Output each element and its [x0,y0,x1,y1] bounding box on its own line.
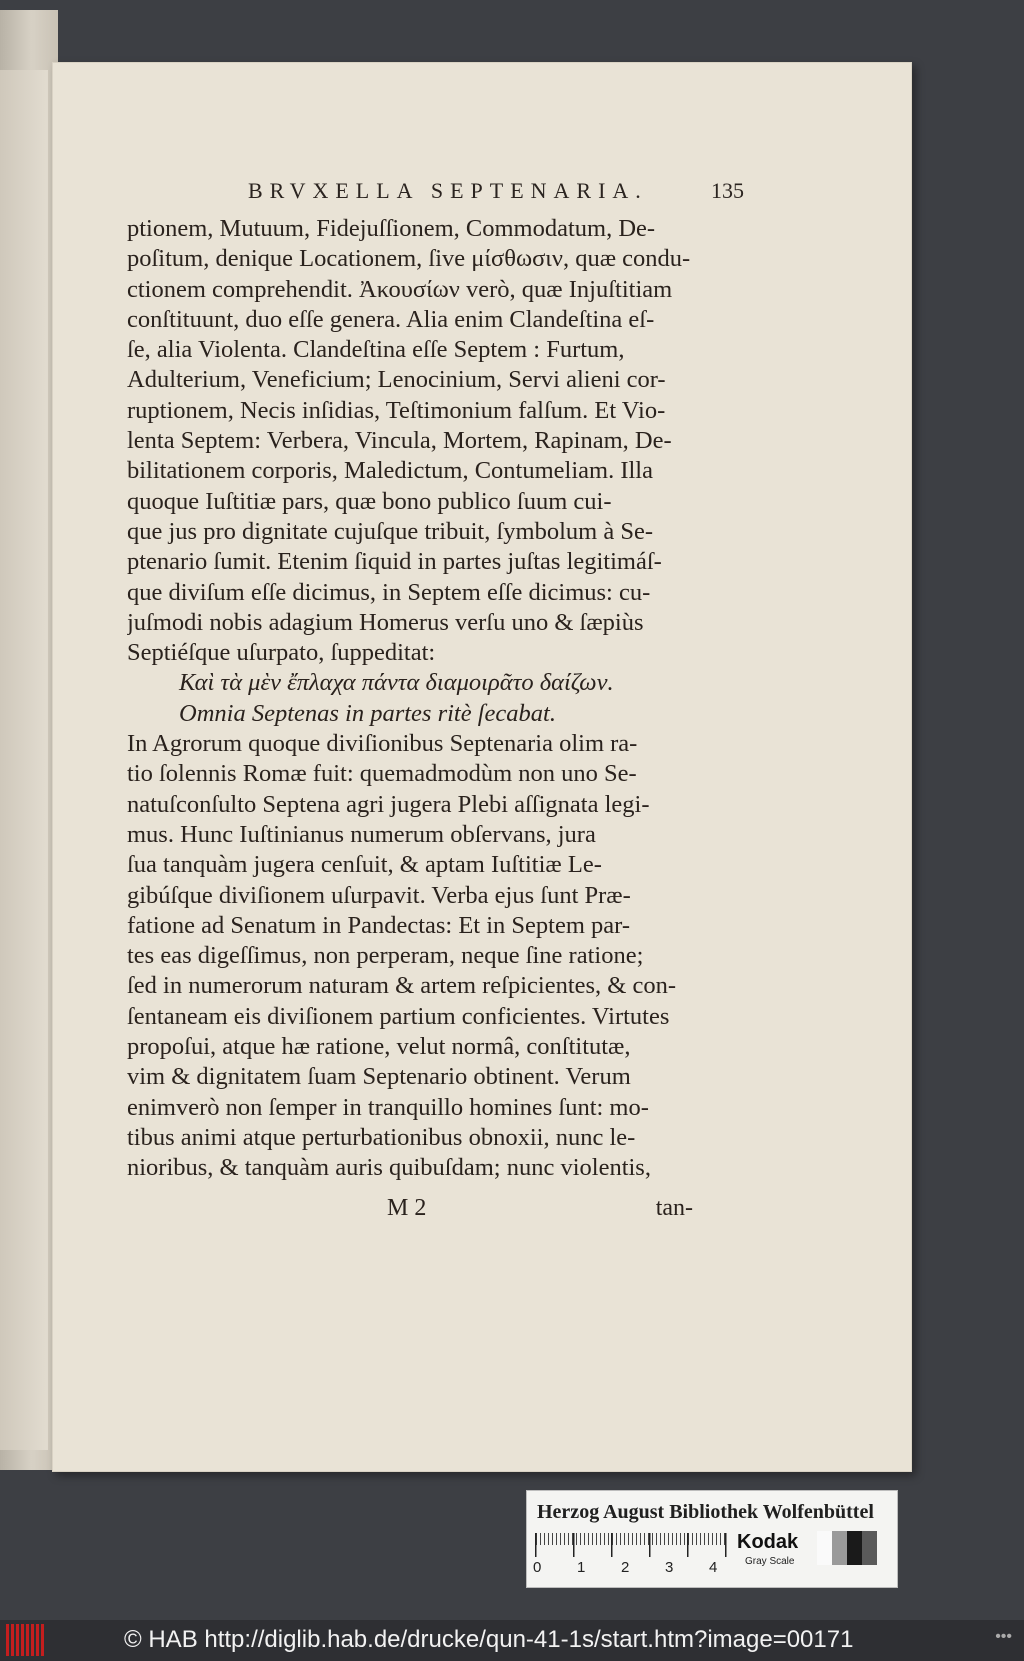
text-line: enimverò non ſemper in tranquillo homines ſunt: mo- [127,1093,649,1121]
text-line: ctionem comprehendit. Ἀκουσίων verò, quæ Injuſtitiam [127,275,673,303]
left-page-edge [0,10,58,1470]
citation-url[interactable]: © HAB http://diglib.hab.de/drucke/qun-41-1s/start.htm?image=00171 [124,1626,854,1653]
running-head [194,178,754,210]
text-line: ruptionem, Necis inſidias, Teſtimonium falſum. Et Vio- [127,396,666,424]
text-line: bilitationem corporis, Maledictum, Contumeliam. Illa [127,457,653,485]
ruler-digit: 2 [621,1559,630,1576]
text-line: propoſui, atque hæ ratione, velut normâ, conſtitutæ, [127,1033,631,1061]
left-page-inner [0,70,48,1450]
text-line: ſe, alia Violenta. Clandeſtina eſſe Septem : Furtum, [127,336,625,364]
page-number: 135 [711,178,744,203]
text-line: Adulterium, Veneficium; Lenocinium, Servi alieni cor- [127,366,666,394]
hab-logo-icon [6,1624,46,1656]
ruler-digit: 3 [665,1559,674,1576]
ruler-digit: 0 [533,1559,542,1576]
main-text [127,214,693,1184]
book-page [52,62,912,1472]
catchword: tan- [655,1195,693,1221]
text-line: tibus animi atque perturbationibus obnoxii, nunc le- [127,1123,636,1151]
text-line: gibúſque diviſionem uſurpavit. Verba ejus ſunt Præ- [127,881,631,909]
text-line: poſitum, denique Locationem, ſive μίσθωσιν, quæ condu- [127,245,691,273]
text-line: fatione ad Senatum in Pandectas: Et in Septem par- [127,911,630,939]
page-footer [127,1195,693,1225]
ruler-digits [533,1559,733,1579]
ruler-major-ticks [535,1533,727,1557]
ruler-digit: 1 [577,1559,586,1576]
ellipsis-icon[interactable]: ••• [995,1628,1012,1645]
status-bar [0,1620,1024,1661]
library-label: Herzog August Bibliothek Wolfenbüttel [537,1501,874,1523]
text-line: tes eas digeſſimus, non perperam, neque ſine ratione; [127,942,644,970]
text-line: nioribus, & tanquàm auris quibuſdam; nunc violentis, [127,1154,651,1182]
text-line: ptenario ſumit. Etenim ſiquid in partes juſtas legitimáſ- [127,548,662,576]
text-line: Καὶ τὰ μὲν ἔπλαχα πάντα διαμοιρᾶτο δαίζων. [179,669,614,697]
color-calibration-card [526,1490,898,1588]
text-line: Septiéſque uſurpato, ſuppeditat: [127,639,436,667]
text-line: que diviſum eſſe dicimus, in Septem eſſe dicimus: cu- [127,578,651,606]
text-line: ptionem, Mutuum, Fidejuſſionem, Commodatum, De- [127,215,656,242]
text-line: juſmodi nobis adagium Homerus verſu uno & ſæpiùs [127,608,644,636]
text-line: tio ſolennis Romæ fuit: quemadmodùm non uno Se- [127,760,637,788]
text-line: mus. Hunc Iuſtinianus numerum obſervans, jura [127,820,596,848]
text-line: que jus pro dignitate cujuſque tribuit, ſymbolum à Se- [127,517,653,545]
text-line: ſed in numerorum naturam & artem reſpicientes, & con- [127,972,677,1000]
kodak-subtitle: Gray Scale [745,1556,795,1567]
kodak-logo: Kodak [737,1531,799,1553]
text-line: vim & dignitatem ſuam Septenario obtinent. Verum [127,1063,631,1091]
running-title: BRVXELLA SEPTENARIA. [248,178,648,203]
text-line: lenta Septem: Verbera, Vincula, Mortem, Rapinam, De- [127,427,672,455]
text-line: Omnia Septenas in partes ritè ſecabat. [179,699,556,727]
ruler-digit: 4 [709,1559,718,1576]
text-line: natuſconſulto Septena agri jugera Plebi aſſignata legi- [127,790,650,818]
signature-mark: M 2 [387,1195,427,1221]
text-line: In Agrorum quoque diviſionibus Septenaria olim ra- [127,730,638,758]
gray-scale-patches [817,1531,877,1565]
text-line: quoque Iuſtitiæ pars, quæ bono publico ſuum cui- [127,487,612,515]
text-line: conſtituunt, duo eſſe genera. Alia enim Clandeſtina eſ- [127,305,655,333]
text-line: ſentaneam eis diviſionem partium conficientes. Virtutes [127,1002,670,1030]
text-line: ſua tanquàm jugera cenſuit, & aptam Iuſtitiæ Le- [127,851,602,879]
